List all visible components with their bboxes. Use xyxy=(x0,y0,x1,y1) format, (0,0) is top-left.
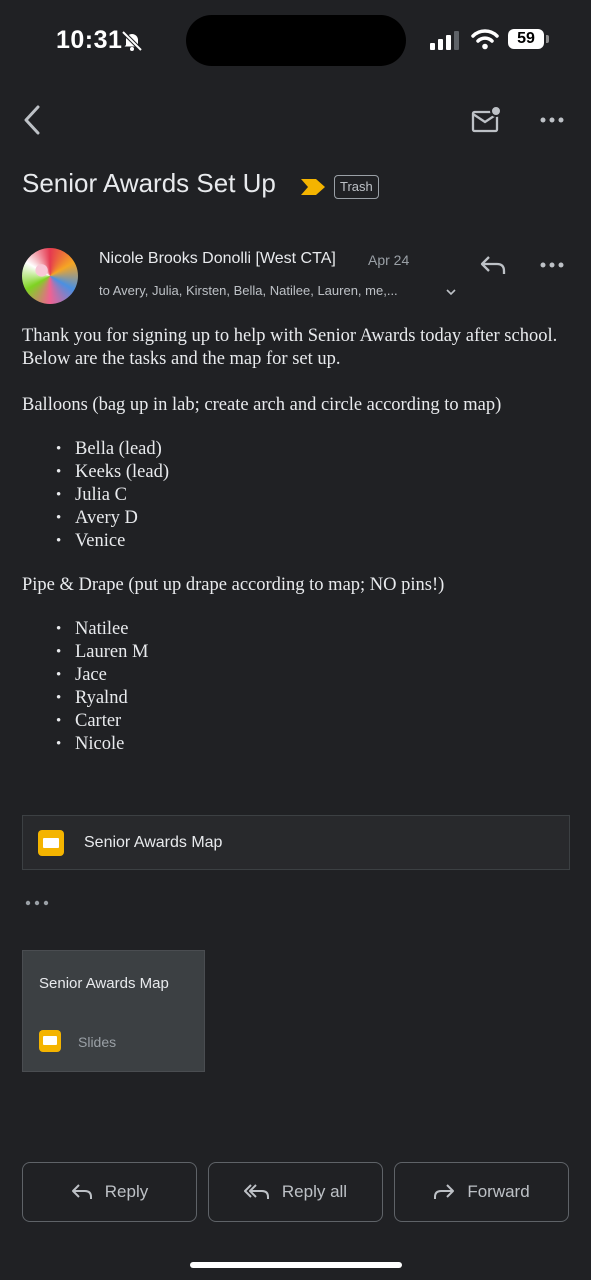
back-button[interactable] xyxy=(14,100,50,140)
list-item: • Ryalnd xyxy=(75,687,582,710)
list-item: • Carter xyxy=(75,710,582,733)
sender-name[interactable]: Nicole Brooks Donolli [West CTA] xyxy=(99,250,336,267)
cellular-signal-icon xyxy=(430,30,462,50)
email-subject: Senior Awards Set Up xyxy=(22,168,276,198)
email-date: Apr 24 xyxy=(368,252,410,268)
list-item: • Avery D xyxy=(75,507,582,530)
recipients-line[interactable]: to Avery, Julia, Kirsten, Bella, Natilee, Lauren, me,... xyxy=(99,283,398,298)
slides-icon xyxy=(39,1030,61,1052)
battery-level: 59 xyxy=(508,29,544,49)
label-badge-trash[interactable]: Trash xyxy=(334,175,379,199)
section-heading-balloons: Balloons (bag up in lab; create arch and circle according to map) xyxy=(22,395,502,415)
forward-label: Forward xyxy=(467,1182,530,1201)
status-time: 10:31 xyxy=(56,26,123,54)
forward-icon xyxy=(433,1183,455,1201)
important-marker-icon[interactable] xyxy=(300,178,326,196)
wifi-icon xyxy=(471,28,499,50)
sender-avatar[interactable] xyxy=(22,248,78,304)
reply-all-button[interactable] xyxy=(208,1162,383,1222)
reply-button[interactable] xyxy=(22,1162,197,1222)
list-item: • Lauren M xyxy=(75,641,582,664)
reply-all-label: Reply all xyxy=(281,1182,348,1201)
list-item: • Jace xyxy=(75,664,582,687)
reply-icon xyxy=(479,254,507,276)
more-horizontal-icon xyxy=(540,261,564,269)
balloons-list xyxy=(22,438,582,553)
battery-tip xyxy=(546,35,549,43)
attachment-card[interactable] xyxy=(22,950,205,1072)
show-trimmed-content-button[interactable] xyxy=(24,893,50,913)
battery-indicator xyxy=(508,29,552,51)
email-body xyxy=(22,325,582,756)
list-item: • Nicole xyxy=(75,733,582,756)
list-item: • Julia C xyxy=(75,484,582,507)
drive-link-chip[interactable] xyxy=(22,815,570,870)
slides-icon xyxy=(38,830,64,856)
reply-icon-button[interactable] xyxy=(477,250,509,280)
list-item: • Bella (lead) xyxy=(75,438,582,461)
reply-icon xyxy=(71,1183,93,1201)
attachment-title: Senior Awards Map xyxy=(39,975,169,992)
more-horizontal-icon xyxy=(25,899,49,907)
section-heading-pipe-drape: Pipe & Drape (put up drape according to map; NO pins!) xyxy=(22,575,445,595)
list-item: • Venice xyxy=(75,530,582,553)
reply-all-icon xyxy=(244,1183,270,1201)
body-intro: Thank you for signing up to help with Senior Awards today after school. Below are the tasks and the map for set up. xyxy=(22,326,558,369)
mark-unread-button[interactable] xyxy=(468,101,504,137)
dynamic-island xyxy=(186,15,406,66)
forward-button[interactable] xyxy=(394,1162,569,1222)
message-more-button[interactable] xyxy=(536,250,568,280)
bell-muted-icon xyxy=(120,29,144,53)
reply-label: Reply xyxy=(104,1182,149,1201)
chevron-left-icon xyxy=(21,104,43,136)
attachment-type: Slides xyxy=(78,1034,117,1050)
drive-link-label: Senior Awards Map xyxy=(84,833,223,851)
pipe-drape-list xyxy=(22,618,582,756)
list-item: • Keeks (lead) xyxy=(75,461,582,484)
list-item: • Natilee xyxy=(75,618,582,641)
chevron-down-icon[interactable] xyxy=(444,285,458,299)
mail-unread-icon xyxy=(470,104,502,134)
home-indicator[interactable] xyxy=(190,1262,402,1268)
more-options-button[interactable] xyxy=(536,104,568,136)
more-horizontal-icon xyxy=(540,116,564,124)
